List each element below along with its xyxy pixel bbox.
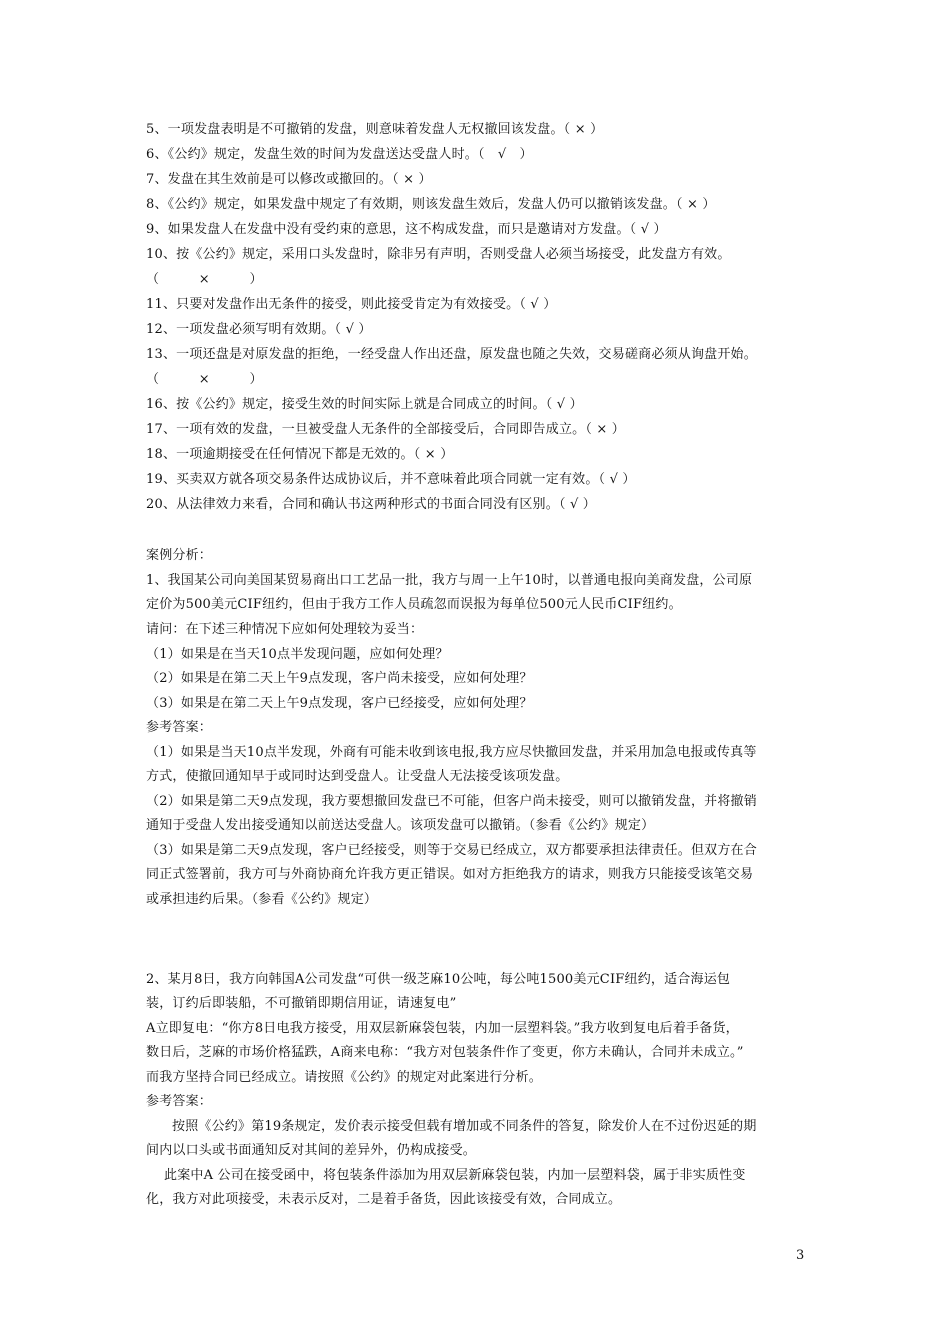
case2-question-line1: 2、某月8日，我方向韩国A公司发盘“可供一级芝麻10公吨，每公吨1500美元CIF纽约，适合海运包 <box>146 972 731 987</box>
case2-question-line5: 而我方坚持合同已经成立。请按照《公约》的规定对此案进行分析。 <box>146 1070 543 1085</box>
tf-item-18: 18、一项逾期接受在任何情况下都是无效的。（ × ） <box>146 447 454 462</box>
case1-answer-3-line1: （3）如果是第二天9点发现，客户已经接受，则等于交易已经成立，双方都要承担法律责任。但双方在合 <box>146 843 757 858</box>
tf-item-16: 16、按《公约》规定，接受生效的时间实际上就是合同成立的时间。（ √ ） <box>146 397 583 412</box>
tf-item-10: 10、按《公约》规定，采用口头发盘时，除非另有声明，否则受盘人必须当场接受，此发盘方有效。 <box>146 247 731 262</box>
tf-item-13-answer: （ × ） <box>146 372 263 387</box>
tf-item-6: 6、《公约》规定，发盘生效的时间为发盘送达受盘人时。（ √ ） <box>146 147 533 162</box>
tf-item-19: 19、买卖双方就各项交易条件达成协议后，并不意味着此项合同就一定有效。（ √ ） <box>146 472 636 487</box>
case1-answer-1-line2: 方式，使撤回通知早于或同时达到受盘人。让受盘人无法接受该项发盘。 <box>146 769 569 784</box>
tf-item-17: 17、一项有效的发盘，一旦被受盘人无条件的全部接受后，合同即告成立。（ × ） <box>146 422 625 437</box>
case2-answer-para2-line1: 此案中A 公司在接受函中，将包装条件添加为用双层新麻袋包装，内加一层塑料袋，属于非实质性变 <box>164 1168 746 1183</box>
tf-item-10-answer: （ × ） <box>146 272 263 287</box>
case1-question-line1: 1、我国某公司向美国某贸易商出口工艺品一批，我方与周一上午10时，以普通电报向美商发盘，公司原 <box>146 573 753 588</box>
case1-answer-2-line2: 通知于受盘人发出接受通知以前送达受盘人。该项发盘可以撤销。（参看《公约》规定） <box>146 818 655 833</box>
case1-answer-heading: 参考答案： <box>146 720 213 735</box>
case2-question-line2: 装，订约后即装船，不可撤销即期信用证，请速复电” <box>146 996 457 1011</box>
tf-item-5: 5、一项发盘表明是不可撤销的发盘，则意味着发盘人无权撤回该发盘。（ × ） <box>146 122 604 137</box>
case1-prompt: 请问：在下述三种情况下应如何处理较为妥当： <box>146 622 424 637</box>
tf-item-11: 11、只要对发盘作出无条件的接受，则此接受肯定为有效接受。（ √ ） <box>146 297 557 312</box>
tf-item-13: 13、一项还盘是对原发盘的拒绝，一经受盘人作出还盘，原发盘也随之失效，交易磋商必须从询盘开始。 <box>146 347 757 362</box>
tf-item-7: 7、发盘在其生效前是可以修改或撤回的。（ × ） <box>146 172 432 187</box>
tf-item-8: 8、《公约》规定，如果发盘中规定了有效期，则该发盘生效后，发盘人仍可以撤销该发盘。（ × ） <box>146 197 716 212</box>
case2-question-line3: A立即复电：“你方8日电我方接受，用双层新麻袋包装，内加一层塑料袋。”我方收到复电后着手备货， <box>146 1021 739 1036</box>
case2-answer-para2-line2: 化，我方对此项接受，未表示反对，二是着手备货，因此该接受有效，合同成立。 <box>146 1192 622 1207</box>
case2-answer-heading: 参考答案： <box>146 1094 213 1109</box>
case1-sub-question-1: （1）如果是在当天10点半发现问题，应如何处理？ <box>146 647 449 662</box>
case1-answer-3-line2: 同正式签署前，我方可与外商协商允许我方更正错误。如对方拒绝我方的请求，则我方只能接受该笔交易 <box>146 867 754 882</box>
case1-sub-question-2: （2）如果是在第二天上午9点发现，客户尚未接受，应如何处理？ <box>146 671 533 686</box>
case1-sub-question-3: （3）如果是在第二天上午9点发现，客户已经接受，应如何处理？ <box>146 696 533 711</box>
case1-answer-2-line1: （2）如果是第二天9点发现，我方要想撤回发盘已不可能，但客户尚未接受，则可以撤销发盘，并将撤销 <box>146 794 757 809</box>
case1-answer-1-line1: （1）如果是当天10点半发现，外商有可能未收到该电报,我方应尽快撤回发盘，并采用加急电报或传真等 <box>146 745 757 760</box>
case-heading: 案例分析： <box>146 548 213 563</box>
case2-answer-para1-line2: 间内以口头或书面通知反对其间的差异外，仍构成接受。 <box>146 1143 477 1158</box>
tf-item-9: 9、如果发盘人在发盘中没有受约束的意思，这不构成发盘，而只是邀请对方发盘。（ √ ） <box>146 222 667 237</box>
case2-answer-para1-line1: 按照《公约》第19条规定，发价表示接受但载有增加或不同条件的答复，除发价人在不过份迟延的期 <box>172 1119 757 1134</box>
tf-item-20: 20、从法律效力来看，合同和确认书这两种形式的书面合同没有区别。（ √ ） <box>146 497 596 512</box>
case1-question-line2: 定价为500美元CIF纽约，但由于我方工作人员疏忽而误报为每单位500元人民币CIF纽约。 <box>146 597 682 612</box>
case2-question-line4: 数日后，芝麻的市场价格猛跌，A商来电称：“我方对包装条件作了变更，你方未确认，合同并未成立。” <box>146 1045 744 1060</box>
case1-answer-3-line3: 或承担违约后果。（参看《公约》规定） <box>146 892 378 907</box>
tf-item-12: 12、一项发盘必须写明有效期。（ √ ） <box>146 322 372 337</box>
page-number: 3 <box>796 1248 805 1263</box>
